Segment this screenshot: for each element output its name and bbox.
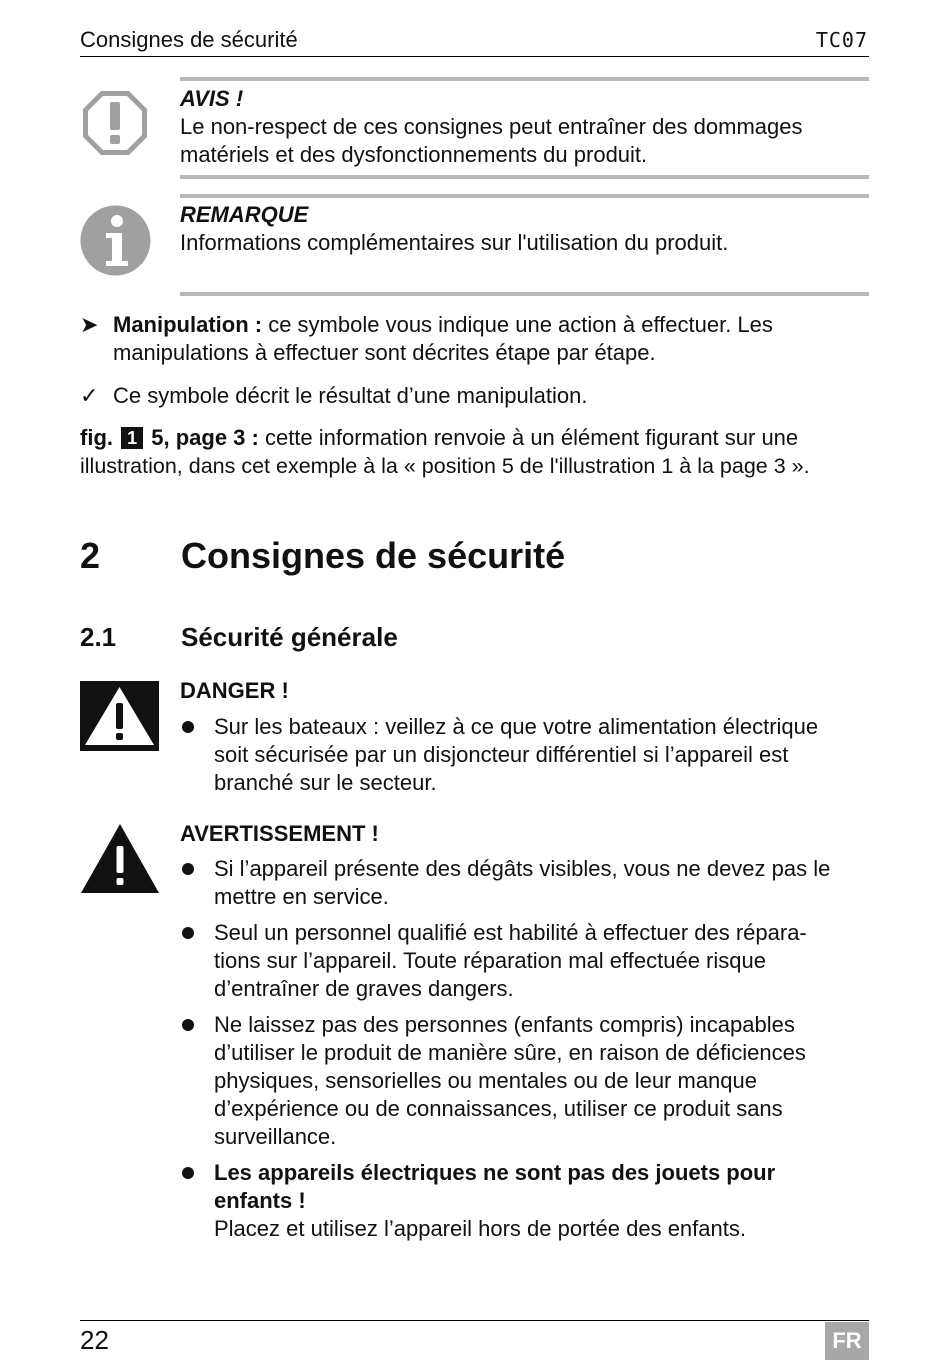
danger-title: DANGER ! bbox=[180, 678, 289, 703]
header-section-title: Consignes de sécurité bbox=[80, 27, 298, 52]
subsection-title: Sécurité générale bbox=[181, 622, 398, 652]
danger-item-1-line-1: Sur les bateaux : veillez à ce que votre alimentation électrique bbox=[214, 714, 819, 739]
header-model: TC07 bbox=[815, 28, 868, 52]
page-number: 22 bbox=[80, 1325, 109, 1355]
notice-avis-line1: Le non-respect de ces consignes peut entraîner des dommages bbox=[180, 114, 803, 139]
notice-avis-line2: matériels et des dysfonctionnements du produit. bbox=[180, 142, 648, 167]
warning-triangle-icon bbox=[80, 822, 160, 894]
danger-item-1-line-3: branché sur le secteur. bbox=[214, 770, 437, 795]
warn-item-4-bold-line-1: Les appareils électriques ne sont pas des jouets pour bbox=[214, 1160, 776, 1185]
warn-item-4-line-1: Placez et utilisez l’appareil hors de portée des enfants. bbox=[214, 1216, 746, 1241]
manipulation-label: Manipulation : bbox=[113, 312, 263, 337]
notice-remarque bbox=[180, 201, 869, 257]
section-number: 2 bbox=[80, 535, 101, 576]
info-circle-icon bbox=[80, 205, 151, 276]
header-rule bbox=[80, 56, 869, 57]
bullet-dot bbox=[182, 1167, 194, 1179]
danger-item-1-line-2: soit sécurisée par un disjoncteur différentiel si l’appareil est bbox=[214, 742, 789, 767]
avertissement-list bbox=[180, 855, 869, 1243]
octagon-exclamation-icon bbox=[80, 88, 150, 158]
bullet-dot bbox=[182, 1019, 194, 1031]
warn-item-3-line-3: physiques, sensorielles ou mentales ou de leur manque bbox=[214, 1068, 757, 1093]
warn-item-3-line-2: d’utiliser le produit de manière sûre, en raison de déficiences bbox=[214, 1040, 806, 1065]
checkmark-icon: ✓ bbox=[80, 383, 99, 408]
list-item bbox=[180, 713, 869, 797]
figure-reference bbox=[80, 424, 875, 480]
notice-remarque-title: REMARQUE bbox=[180, 202, 309, 227]
symbol-result bbox=[80, 382, 869, 412]
footer-rule bbox=[80, 1320, 869, 1321]
fig-line2: illustration, dans cet exemple à la « position 5 de l'illustration 1 à la page 3 ». bbox=[80, 454, 810, 478]
manipulation-line2: manipulations à effectuer sont décrites étape par étape. bbox=[113, 340, 656, 365]
fig-label-start: fig. bbox=[80, 425, 113, 450]
fig-label-end: 5, page 3 : bbox=[151, 425, 259, 450]
warn-item-2-line-1: Seul un personnel qualifié est habilité à effectuer des répara- bbox=[214, 920, 807, 945]
warn-item-3-line-4: d’expérience ou de connaissances, utiliser ce produit sans bbox=[214, 1096, 783, 1121]
warn-item-2-line-3: d’entraîner de graves dangers. bbox=[214, 976, 514, 1001]
notice-avis bbox=[180, 85, 869, 169]
symbol-manipulation bbox=[80, 311, 869, 371]
notice-separator-rule bbox=[180, 175, 869, 179]
bullet-dot bbox=[182, 927, 194, 939]
warn-item-3-line-5: surveillance. bbox=[214, 1124, 337, 1149]
fig-line1: cette information renvoie à un élément figurant sur une bbox=[258, 425, 799, 450]
section-title: Consignes de sécurité bbox=[181, 535, 566, 576]
notice-top-rule-2 bbox=[180, 194, 869, 198]
bullet-dot bbox=[182, 721, 194, 733]
list-item bbox=[180, 855, 869, 911]
list-item bbox=[180, 919, 869, 1003]
notice-remarque-text: Informations complémentaires sur l'utilisation du produit. bbox=[180, 230, 729, 255]
list-item bbox=[180, 1159, 869, 1243]
subsection-number: 2.1 bbox=[80, 622, 117, 652]
warning-triangle-boxed-icon bbox=[80, 681, 159, 751]
list-item bbox=[180, 1011, 869, 1151]
danger-list bbox=[180, 713, 869, 797]
result-text: Ce symbole décrit le résultat d’une manipulation. bbox=[113, 383, 588, 408]
warn-item-2-line-2: tions sur l’appareil. Toute réparation mal effectuée risque bbox=[214, 948, 766, 973]
notice-top-rule bbox=[180, 77, 869, 81]
warn-item-1-line-2: mettre en service. bbox=[214, 884, 389, 909]
notice-bottom-rule bbox=[180, 292, 869, 296]
warn-item-4-bold-line-2: enfants ! bbox=[214, 1188, 306, 1213]
language-badge: FR bbox=[825, 1322, 869, 1360]
notice-avis-title: AVIS ! bbox=[180, 86, 244, 111]
warn-item-3-line-1: Ne laissez pas des personnes (enfants compris) incapables bbox=[214, 1012, 795, 1037]
figure-number-badge: 1 bbox=[121, 427, 143, 449]
manipulation-line1: ce symbole vous indique une action à effectuer. Les bbox=[262, 312, 773, 337]
warn-item-1-line-1: Si l’appareil présente des dégâts visibles, vous ne devez pas le bbox=[214, 856, 831, 881]
avertissement-title: AVERTISSEMENT ! bbox=[180, 821, 379, 846]
bullet-dot bbox=[182, 863, 194, 875]
arrow-right-icon: ➤ bbox=[80, 312, 99, 337]
